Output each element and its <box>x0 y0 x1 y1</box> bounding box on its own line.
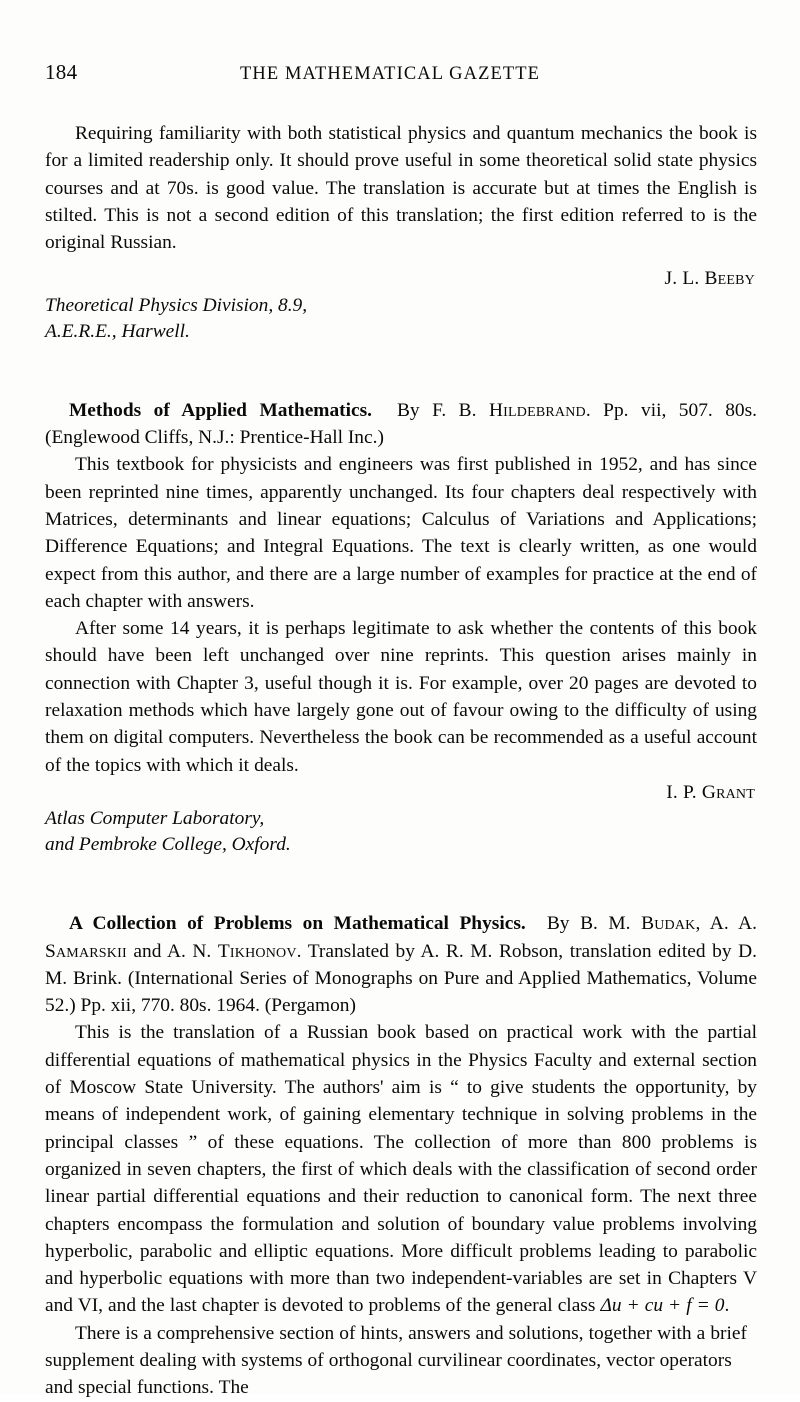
journal-title: THE MATHEMATICAL GAZETTE <box>240 64 541 84</box>
page-content <box>45 60 757 1402</box>
review-hildebrand-by: By F. B. <box>396 399 477 421</box>
review-budak-paragraph-1 <box>45 1019 757 1319</box>
review-beeby-address-line-1: Theoretical Physics Division, 8.9, <box>45 294 308 316</box>
review-hildebrand-title: Methods of Applied Mathematics. <box>69 399 372 421</box>
review-budak-formula: Δu + cu + f = 0 <box>600 1295 725 1317</box>
review-budak-heading-mid-2: and A. N. <box>126 940 212 962</box>
review-budak-title: A Collection of Problems on Mathematical Physics. <box>69 913 526 935</box>
review-budak-paragraph-1-end: . <box>724 1295 730 1317</box>
page-number: 184 <box>45 60 78 84</box>
review-hildebrand-address-line-1: Atlas Computer Laboratory, <box>45 808 265 830</box>
review-budak-author-2: Samarskii <box>45 940 127 962</box>
review-budak-heading-rest: . Translated by A. R. M. Robson, translation edited by D. M. Brink. (International Series of Monographs on Pure and Applied Mathematics, Volume 52.) Pp. xii, 770. 80s. 1964. (Pergamon) <box>45 940 757 1017</box>
review-hildebrand-reviewer: I. P. Grant <box>666 781 755 803</box>
review-hildebrand-paragraph-1: This textbook for physicists and engineers was first published in 1952, and has since been reprinted nine times, apparently unchanged. Its four chapters deal respectively with Matrices, determinants and linear equations; Calculus of Variations and Applications; Difference Equations; and Integral Equations. The text is clearly written, as one would expect from this author, and there are a large number of examples for practice at the end of each chapter with answers. <box>45 454 757 612</box>
running-head <box>45 60 757 90</box>
review-hildebrand-heading <box>45 397 757 452</box>
review-budak-heading <box>45 910 757 1019</box>
review-hildebrand-paragraph-2: After some 14 years, it is perhaps legitimate to ask whether the contents of this book should have been left unchanged over nine reprints. This question arises mainly in connection with Chapter 3, useful though it is. For example, over 20 pages are devoted to relaxation methods which have largely gone out of favour owing to the difficulty of using them on digital computers. Nevertheless the book can be recommended as a useful account of the topics with which it deals. <box>45 618 757 776</box>
review-hildebrand-author: Hildebrand <box>488 399 586 421</box>
review-budak-heading-mid-1: , A. A. <box>695 913 758 935</box>
review-budak-by: By B. M. <box>546 913 631 935</box>
review-budak-author-3: Tikhonov <box>217 940 297 962</box>
review-beeby-reviewer: J. L. Beeby <box>664 268 755 290</box>
review-budak-paragraph-2: There is a comprehensive section of hints, answers and solutions, together with a brief supplement dealing with systems of orthogonal curvilinear coordinates, vector operators and special functions. The <box>45 1322 747 1399</box>
review-budak-paragraph-1-text: This is the translation of a Russian book based on practical work with the partial differential equations of mathematical physics in the Physics Faculty and external section of Moscow State University. The authors' aim is “ to give students the opportunity, by means of independent work, of gaining elementary technique in solving problems in the principal classes ” of these equations. The collection of more than 800 problems is organized in seven chapters, the first of which deals with the classification of second order linear partial differential equations and their reduction to canonical form. The next three chapters encompass the formulation and solution of boundary value problems involving hyperbolic, parabolic and elliptic equations. More difficult problems leading to parabolic and hyperbolic equations with more than two independent-variables are set in Chapters V and VI, and the last chapter is devoted to problems of the general class <box>45 1022 757 1317</box>
review-hildebrand-address-line-2: and Pembroke College, Oxford. <box>45 834 291 856</box>
review-hildebrand-pages: . Pp. vii, 507. 80s. (Englewood Cliffs, N.J.: Prentice-Hall Inc.) <box>45 399 758 449</box>
review-beeby-address-line-2: A.E.R.E., Harwell. <box>45 320 190 342</box>
review-beeby-paragraph: Requiring familiarity with both statistical physics and quantum mechanics the book is for a limited readership only. It should prove useful in some theoretical solid state physics courses and at 70s. is good value. The translation is accurate but at times the English is stilted. This is not a second edition of this translation; the first edition referred to is the original Russian. <box>45 123 757 254</box>
review-budak-author-1: Budak <box>641 913 696 935</box>
